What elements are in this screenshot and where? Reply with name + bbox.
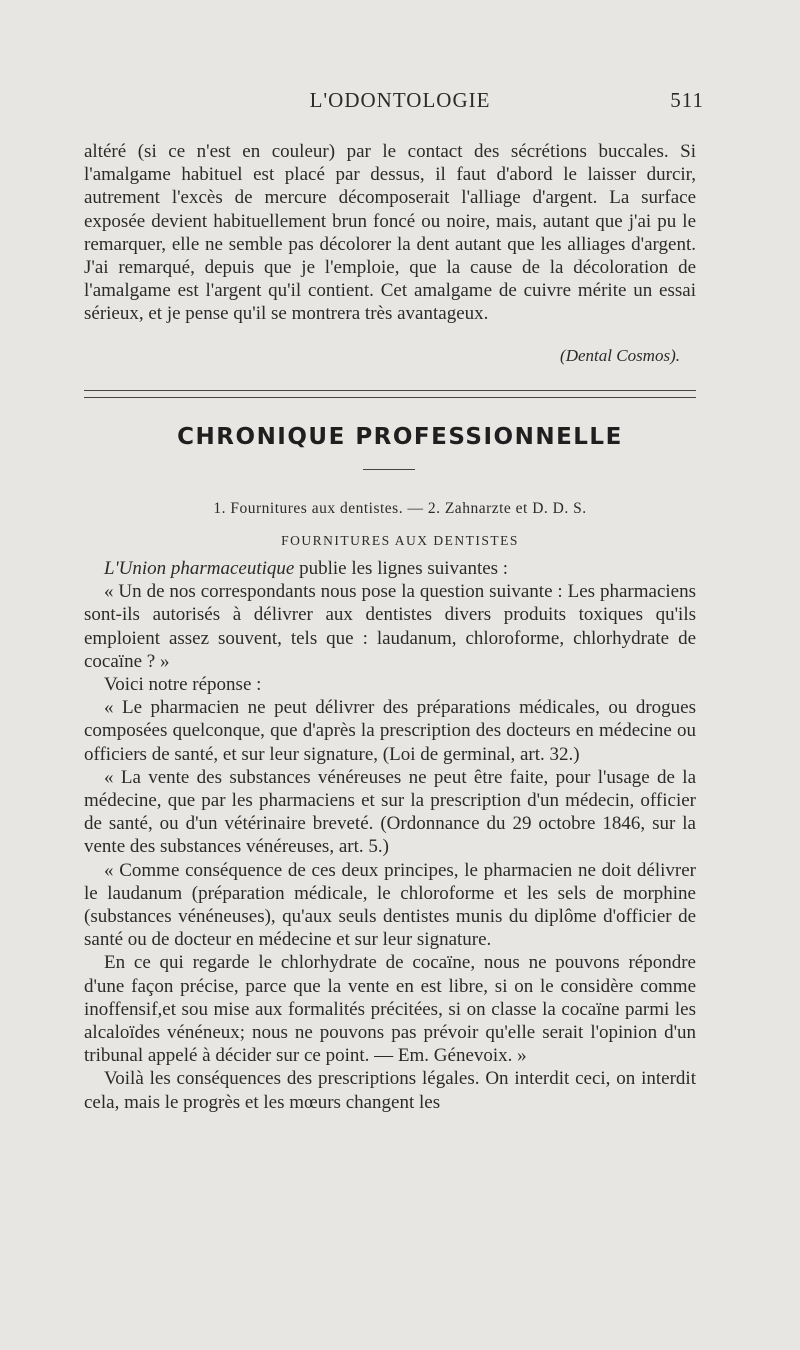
subheading: FOURNITURES AUX DENTISTES [281, 533, 519, 548]
title-underline [363, 469, 415, 470]
source-note: (Dental Cosmos). [560, 346, 680, 365]
page-number: 511 [670, 88, 704, 112]
article-paragraph: « La vente des substances vénéreuses ne peut être faite, pour l'usage de la médecine, que par les pharmaciens et sur la prescription d'un médecin, officier de santé, ou d'un vétérinaire breveté. (Ordonnance du 29 octobre 1846, sur la vente des substances vénéreuses, art. 5.) [84, 766, 696, 858]
running-head [0, 88, 800, 118]
article-paragraph: « Comme conséquence de ces deux principes, le pharmacien ne doit délivrer le laudanum (préparation médicale, le chloroforme et les sels de morphine (substances vénéneuses), qu'aux seuls dentistes munis du diplôme d'officier de santé ou de docteur en médecine et sur leur signature. [84, 859, 696, 951]
journal-name: L'Union pharmaceutique [104, 558, 295, 579]
continued-paragraph-block [84, 140, 696, 326]
section-divider [84, 390, 696, 398]
intro-paragraph [84, 557, 696, 580]
continued-paragraph: altéré (si ce n'est en couleur) par le contact des sécrétions buccales. Si l'amalgame habituel est placé par dessus, il faut d'abord le laisser durcir, autrement l'excès de mercure décomposerait l'alliage d'argent. La surface exposée devient habituellement brun foncé ou noire, mais, autant que j'ai pu le remarquer, elle ne semble pas décolorer la dent autant que les alliages d'argent. J'ai remarqué, depuis que je l'emploie, que la cause de la décoloration de l'amalgame est l'argent qu'il contient. Cet amalgame de cuivre mérite un essai sérieux, et je pense qu'il se montrera très avantageux. [84, 141, 696, 325]
article-paragraph: Voici notre réponse : [104, 674, 262, 696]
main-article-block [84, 557, 696, 1114]
intro-text: publie les lignes suivantes : [294, 558, 509, 579]
article-paragraph: « Le pharmacien ne peut délivrer des préparations médicales, ou drogues composées quelconque, que d'après la prescription des docteurs en médecine ou officiers de santé, et sur leur signature, (Loi de germinal, art. 32.) [84, 697, 696, 765]
article-paragraph: « Un de nos correspondants nous pose la question suivante : Les pharmaciens sont-ils autorisés à délivrer aux dentistes divers produits toxiques qu'ils emploient assez souvent, tels que : laudanum, chloroforme, chlorhydrate de cocaïne ? » [84, 581, 696, 672]
running-title: L'ODONTOLOGIE [309, 88, 491, 112]
article-paragraph: En ce qui regarde le chlorhydrate de cocaïne, nous ne pouvons répondre d'une façon précise, parce que la vente en est libre, si on le considère comme inoffensif,et sou mise aux formalités précitées, si on classe la cocaïne parmi les alcaloïdes vénéneux; nous ne pouvons pas prévoir qu'elle serait l'opinion d'un tribunal appelé à décider sur ce point. — Em. Génevoix. » [84, 952, 696, 1067]
article-paragraph: Voilà les conséquences des prescriptions légales. On interdit ceci, on interdit cela, mais le progrès et les mœurs changent les [84, 1068, 696, 1113]
section-contents-line: 1. Fournitures aux dentistes. — 2. Zahnarzte et D. D. S. [213, 500, 587, 517]
section-title: CHRONIQUE PROFESSIONNELLE [177, 424, 623, 450]
